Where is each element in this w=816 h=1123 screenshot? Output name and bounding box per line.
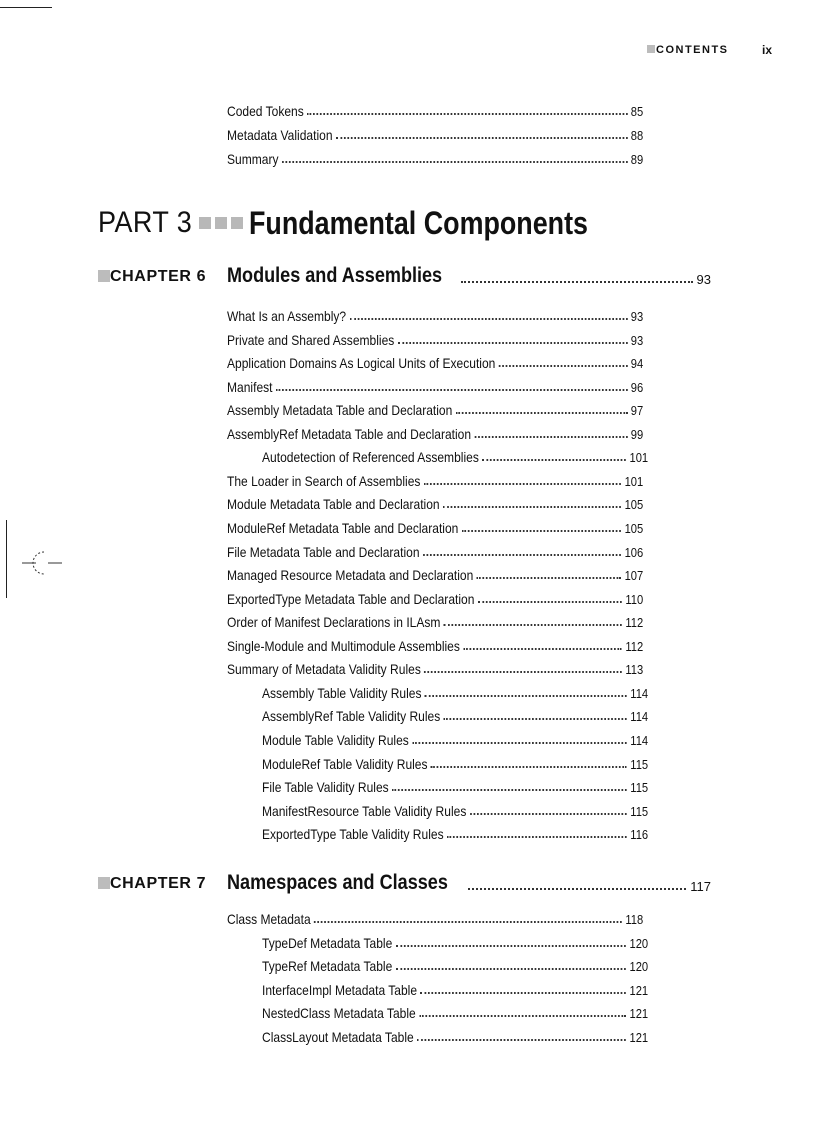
toc-subentry[interactable]	[262, 801, 648, 819]
toc-entry-page: 99	[630, 427, 644, 442]
toc-entry-page: 110	[625, 592, 644, 607]
toc-entry-title: Single-Module and Multimodule Assemblies	[227, 638, 460, 654]
toc-entry-page: 101	[629, 450, 649, 465]
toc-entry-page: 85	[630, 104, 644, 119]
toc-entry[interactable]	[227, 636, 643, 654]
dot-leader	[462, 530, 621, 532]
toc-subentry[interactable]	[262, 956, 648, 974]
dot-leader	[392, 789, 627, 791]
crop-mark-left-upper	[6, 520, 7, 598]
dot-leader	[350, 318, 628, 320]
toc-entry-title: NestedClass Metadata Table	[262, 1005, 416, 1021]
dot-leader	[443, 506, 621, 508]
toc-entry-page: 116	[630, 827, 649, 842]
dot-leader	[282, 161, 627, 163]
dot-leader	[425, 695, 627, 697]
toc-subentry[interactable]	[262, 447, 648, 465]
toc-entry-title: Module Table Validity Rules	[262, 732, 409, 748]
toc-entry-page: 106	[624, 545, 644, 560]
toc-subentry[interactable]	[262, 683, 648, 701]
toc-entry-title: ModuleRef Table Validity Rules	[262, 756, 428, 772]
toc-entry[interactable]	[227, 542, 643, 560]
bullet-square-icon	[98, 270, 110, 282]
chapter-page: 117	[690, 879, 711, 894]
toc-entry[interactable]	[227, 589, 643, 607]
toc-entry-page: 114	[630, 709, 649, 724]
toc-entry-title: What Is an Assembly?	[227, 308, 347, 324]
toc-entry[interactable]	[227, 659, 643, 677]
toc-entry-page: 107	[624, 568, 644, 583]
dot-leader	[444, 624, 622, 626]
toc-entry-title: ModuleRef Metadata Table and Declaration	[227, 520, 459, 536]
toc-entry-page: 120	[629, 959, 649, 974]
toc-entry-title: Order of Manifest Declarations in ILAsm	[227, 614, 441, 630]
dot-leader	[463, 648, 622, 650]
chapter-label: CHAPTER 6	[98, 268, 206, 286]
dot-leader	[396, 968, 626, 970]
crop-mark-top-left	[0, 7, 52, 8]
dot-leader	[336, 137, 627, 139]
toc-entry-title: Module Metadata Table and Declaration	[227, 496, 440, 512]
toc-entry-page: 120	[629, 936, 649, 951]
toc-entry-page: 115	[630, 780, 649, 795]
toc-entry-page: 88	[630, 128, 644, 143]
toc-entry-title: File Table Validity Rules	[262, 779, 389, 795]
dot-leader	[482, 459, 626, 461]
dot-leader	[478, 601, 622, 603]
toc-subentry[interactable]	[262, 824, 648, 842]
toc-entry-title: Summary	[227, 151, 279, 167]
part-label: PART 3	[98, 206, 193, 239]
toc-entry-page: 93	[630, 333, 644, 348]
toc-entry[interactable]	[227, 424, 643, 442]
dot-leader	[412, 742, 627, 744]
dot-leader	[475, 436, 628, 438]
bullet-square-icon	[98, 877, 110, 889]
toc-entry[interactable]	[227, 565, 643, 583]
chapter-label: CHAPTER 7	[98, 875, 206, 893]
toc-entry-title: ManifestResource Table Validity Rules	[262, 803, 467, 819]
toc-entry-title: ExportedType Table Validity Rules	[262, 826, 444, 842]
toc-entry-title: Application Domains As Logical Units of Execution	[227, 355, 496, 371]
dot-leader	[424, 483, 621, 485]
toc-entry-page: 114	[630, 686, 649, 701]
toc-entry[interactable]	[227, 612, 643, 630]
toc-entry-page: 105	[624, 497, 644, 512]
dot-leader	[396, 945, 626, 947]
dot-leader	[417, 1039, 626, 1041]
bullet-square-icon	[647, 45, 655, 53]
chapter-title: Namespaces and Classes	[227, 871, 448, 894]
toc-entry-title: Assembly Metadata Table and Declaration	[227, 402, 453, 418]
toc-entry-page: 121	[629, 1030, 649, 1045]
toc-entry[interactable]	[227, 149, 643, 167]
dot-leader	[423, 554, 621, 556]
running-head-section: CONTENTS	[656, 44, 729, 56]
toc-entry-title: Assembly Table Validity Rules	[262, 685, 422, 701]
toc-entry-title: AssemblyRef Table Validity Rules	[262, 708, 441, 724]
toc-entry-page: 97	[630, 403, 644, 418]
dot-leader	[461, 281, 692, 283]
toc-entry-page: 112	[625, 615, 644, 630]
registration-mark-icon	[18, 548, 64, 578]
toc-entry[interactable]	[227, 306, 643, 324]
toc-entry-page: 105	[624, 521, 644, 536]
toc-entry-title: InterfaceImpl Metadata Table	[262, 982, 418, 998]
toc-entry-title: Manifest	[227, 379, 273, 395]
toc-entry-title: ExportedType Metadata Table and Declaration	[227, 591, 475, 607]
toc-entry-page: 101	[624, 474, 644, 489]
toc-entry[interactable]	[227, 377, 643, 395]
toc-entry[interactable]	[227, 400, 643, 418]
toc-entry-page: 113	[625, 662, 644, 677]
toc-subentry[interactable]	[262, 754, 648, 772]
toc-entry[interactable]	[227, 494, 643, 512]
toc-entry[interactable]	[227, 471, 643, 489]
dot-leader	[420, 992, 626, 994]
toc-subentry[interactable]	[262, 706, 648, 724]
toc-entry-title: File Metadata Table and Declaration	[227, 544, 420, 560]
toc-entry-title: Autodetection of Referenced Assemblies	[262, 449, 479, 465]
toc-entry[interactable]	[227, 101, 643, 119]
dot-leader	[468, 888, 686, 890]
dot-leader	[398, 342, 628, 344]
toc-entry[interactable]	[227, 353, 643, 371]
chapter-entry[interactable]	[227, 262, 711, 288]
toc-entry-page: 118	[625, 912, 644, 927]
dot-leader	[477, 577, 621, 579]
toc-entry-page: 115	[630, 804, 649, 819]
chapter-title: Modules and Assemblies	[227, 264, 443, 287]
running-head	[647, 44, 729, 56]
toc-entry[interactable]	[227, 909, 643, 927]
toc-subentry[interactable]	[262, 1027, 648, 1045]
toc-entry-page: 115	[630, 757, 649, 772]
dot-leader	[456, 412, 628, 414]
toc-entry-title: TypeRef Metadata Table	[262, 958, 393, 974]
chapter-entry[interactable]	[227, 869, 711, 895]
toc-entry-page: 93	[630, 309, 644, 324]
toc-entry-title: Metadata Validation	[227, 127, 333, 143]
toc-entry-title: Summary of Metadata Validity Rules	[227, 661, 421, 677]
part-ornament-icon	[199, 217, 243, 229]
part-heading	[98, 203, 652, 243]
dot-leader	[424, 671, 622, 673]
toc-entry-page: 114	[630, 733, 649, 748]
toc-entry-title: Managed Resource Metadata and Declaration	[227, 567, 474, 583]
page-number: ix	[762, 43, 773, 57]
toc-subentry[interactable]	[262, 980, 648, 998]
dot-leader	[447, 836, 627, 838]
toc-entry-title: Private and Shared Assemblies	[227, 332, 395, 348]
toc-subentry[interactable]	[262, 777, 648, 795]
toc-entry-title: Class Metadata	[227, 911, 311, 927]
dot-leader	[470, 813, 627, 815]
toc-entry[interactable]	[227, 125, 643, 143]
toc-entry-title: ClassLayout Metadata Table	[262, 1029, 414, 1045]
dot-leader	[419, 1015, 626, 1017]
toc-entry-page: 112	[625, 639, 644, 654]
toc-subentry[interactable]	[262, 1003, 648, 1021]
toc-entry-title: Coded Tokens	[227, 103, 304, 119]
dot-leader	[444, 718, 627, 720]
toc-entry-page: 121	[629, 983, 649, 998]
chapter-page: 93	[696, 272, 711, 287]
dot-leader	[276, 389, 627, 391]
part-title: Fundamental Components	[248, 204, 588, 241]
toc-entry-title: TypeDef Metadata Table	[262, 935, 393, 951]
toc-entry-page: 96	[630, 380, 644, 395]
toc-entry-page: 94	[630, 356, 644, 371]
toc-subentry[interactable]	[262, 933, 648, 951]
dot-leader	[307, 113, 627, 115]
toc-entry-page: 121	[629, 1006, 649, 1021]
toc-entry[interactable]	[227, 330, 643, 348]
dot-leader	[431, 766, 627, 768]
toc-subentry[interactable]	[262, 730, 648, 748]
dot-leader	[314, 921, 622, 923]
toc-entry-title: The Loader in Search of Assemblies	[227, 473, 421, 489]
dot-leader	[499, 365, 628, 367]
toc-entry-title: AssemblyRef Metadata Table and Declaration	[227, 426, 472, 442]
toc-entry[interactable]	[227, 518, 643, 536]
toc-entry-page: 89	[630, 152, 644, 167]
